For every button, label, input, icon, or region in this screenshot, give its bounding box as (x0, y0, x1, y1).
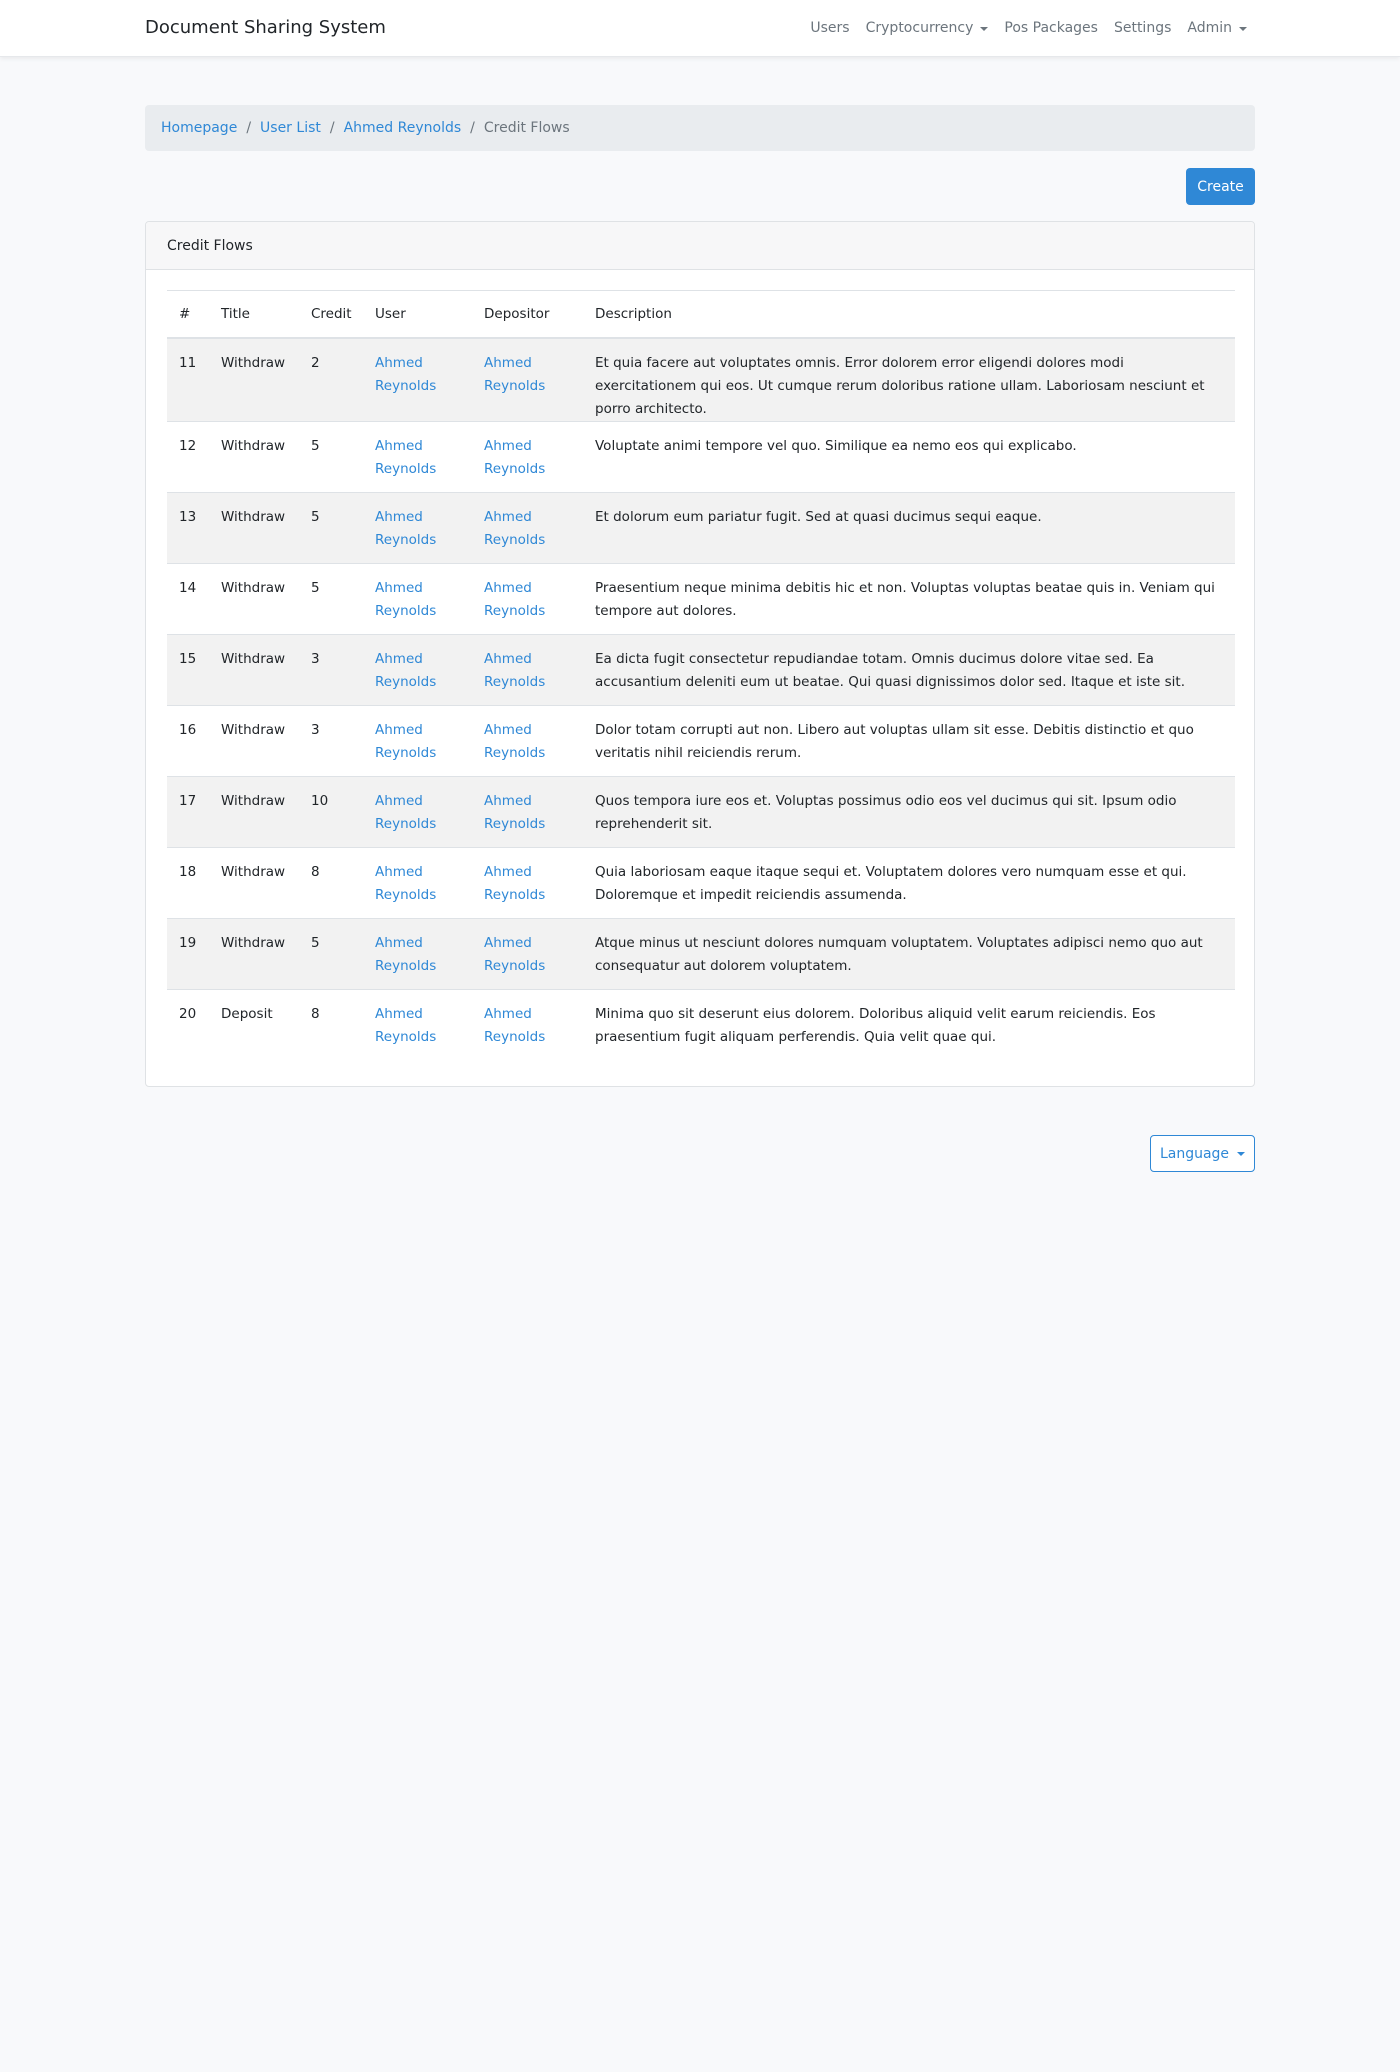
column-header-id[interactable]: # (167, 291, 209, 338)
cell-description-text: Quia laboriosam eaque itaque sequi et. Voluptatem dolores vero numquam esse et qui. Doloremque et impedit reiciendis assumenda. (595, 863, 1187, 903)
column-header-credit[interactable]: Credit (299, 291, 363, 338)
depositor-link[interactable]: Ahmed Reynolds (484, 437, 546, 477)
cell-title-text: Withdraw (221, 579, 286, 596)
cell-depositor (472, 563, 583, 634)
user-link[interactable]: Ahmed Reynolds (375, 579, 437, 619)
cell-id-text: 20 (179, 1005, 197, 1022)
cell-credit-text: 5 (311, 934, 320, 951)
cell-description-text: Atque minus ut nesciunt dolores numquam voluptatem. Voluptates adipisci nemo quo aut consequatur aut dolorem voluptatem. (595, 934, 1203, 974)
caret-down-icon (1239, 27, 1247, 31)
user-link[interactable]: Ahmed Reynolds (375, 863, 437, 903)
cell-title (209, 338, 299, 422)
cell-title-text: Withdraw (221, 721, 286, 738)
brand-link[interactable]: Document Sharing System (145, 17, 386, 38)
depositor-link[interactable]: Ahmed Reynolds (484, 1005, 546, 1045)
cell-description (583, 421, 1235, 492)
depositor-link[interactable]: Ahmed Reynolds (484, 934, 546, 974)
cell-depositor (472, 634, 583, 705)
nav-dropdown-admin[interactable] (1187, 20, 1247, 36)
cell-user (363, 918, 472, 989)
cell-user (363, 338, 472, 422)
cell-user (363, 563, 472, 634)
create-button[interactable]: Create (1186, 168, 1255, 205)
cell-id (167, 563, 209, 634)
cell-id (167, 847, 209, 918)
depositor-link[interactable]: Ahmed Reynolds (484, 354, 546, 394)
cell-credit (299, 492, 363, 563)
column-header-description[interactable]: Description (583, 291, 1235, 338)
table-row (167, 421, 1235, 492)
cell-title (209, 421, 299, 492)
cell-description-text: Praesentium neque minima debitis hic et non. Voluptas voluptas beatae quis in. Veniam qui tempore aut dolores. (595, 579, 1215, 619)
cell-credit (299, 847, 363, 918)
cell-credit (299, 776, 363, 847)
cell-user (363, 705, 472, 776)
cell-credit (299, 634, 363, 705)
cell-description (583, 847, 1235, 918)
credit-flows-table (167, 290, 1235, 1060)
cell-description (583, 634, 1235, 705)
cell-title (209, 634, 299, 705)
user-link[interactable]: Ahmed Reynolds (375, 354, 437, 394)
cell-description-text: Et quia facere aut voluptates omnis. Error dolorem error eligendi dolores modi exercitationem qui eos. Ut cumque rerum doloribus ratione ullam. Laboriosam nesciunt et porro architecto. (595, 354, 1205, 417)
table-row (167, 989, 1235, 1060)
cell-title-text: Withdraw (221, 437, 286, 454)
column-header-user[interactable]: User (363, 291, 472, 338)
column-header-depositor[interactable]: Depositor (472, 291, 583, 338)
cell-title-text: Withdraw (221, 792, 286, 809)
cell-credit-text: 3 (311, 721, 320, 738)
nav-link-pos-packages[interactable] (1004, 20, 1098, 36)
cell-id-text: 14 (179, 579, 197, 596)
cell-description (583, 563, 1235, 634)
user-link[interactable]: Ahmed Reynolds (375, 650, 437, 690)
depositor-link[interactable]: Ahmed Reynolds (484, 721, 546, 761)
cell-title (209, 847, 299, 918)
user-link[interactable]: Ahmed Reynolds (375, 792, 437, 832)
user-link[interactable]: Ahmed Reynolds (375, 721, 437, 761)
cell-title (209, 563, 299, 634)
nav-link-pos-packages-label: Pos Packages (1004, 20, 1098, 36)
card-header (146, 222, 1254, 270)
cell-credit-text: 10 (311, 792, 329, 809)
depositor-link[interactable]: Ahmed Reynolds (484, 863, 546, 903)
depositor-link[interactable]: Ahmed Reynolds (484, 650, 546, 690)
nav-link-settings-label: Settings (1113, 20, 1172, 36)
table-body (167, 338, 1235, 1061)
cell-depositor (472, 989, 583, 1060)
cell-credit-text: 5 (311, 437, 320, 454)
table-header-row (167, 291, 1235, 338)
nav-link-settings[interactable] (1114, 20, 1171, 36)
cell-user (363, 492, 472, 563)
cell-credit-text: 2 (311, 354, 320, 371)
cell-credit-text: 5 (311, 508, 320, 525)
cell-id (167, 634, 209, 705)
user-link[interactable]: Ahmed Reynolds (375, 1005, 437, 1045)
cell-id (167, 338, 209, 422)
table-row (167, 918, 1235, 989)
cell-title (209, 918, 299, 989)
cell-user (363, 776, 472, 847)
cell-description-text: Ea dicta fugit consectetur repudiandae totam. Omnis ducimus dolore vitae sed. Ea accusantium deleniti eum ut beatae. Qui quasi dignissimos dolor sed. Itaque et iste sit. (595, 650, 1186, 690)
cell-id-text: 18 (179, 863, 197, 880)
user-link[interactable]: Ahmed Reynolds (375, 437, 437, 477)
card-title: Credit Flows (167, 237, 253, 254)
caret-down-icon (1237, 1152, 1245, 1156)
cell-depositor (472, 338, 583, 422)
cell-id-text: 19 (179, 934, 197, 951)
cell-credit-text: 8 (311, 863, 320, 880)
cell-credit-text: 3 (311, 650, 320, 667)
cell-id-text: 15 (179, 650, 197, 667)
cell-credit (299, 918, 363, 989)
depositor-link[interactable]: Ahmed Reynolds (484, 579, 546, 619)
cell-description (583, 705, 1235, 776)
credit-flows-card (145, 221, 1255, 1087)
nav-dropdown-admin-label: Admin (1187, 20, 1232, 36)
cell-depositor (472, 492, 583, 563)
table-row (167, 776, 1235, 847)
breadcrumb (145, 105, 1255, 151)
table-row (167, 705, 1235, 776)
cell-credit (299, 563, 363, 634)
breadcrumb-separator: / (329, 120, 335, 136)
cell-depositor (472, 705, 583, 776)
cell-id (167, 918, 209, 989)
cell-description-text: Dolor totam corrupti aut non. Libero aut voluptas ullam sit esse. Debitis distinctio et quo veritatis nihil reiciendis rerum. (595, 721, 1194, 761)
cell-id-text: 16 (179, 721, 197, 738)
cell-user (363, 847, 472, 918)
column-header-title[interactable]: Title (209, 291, 299, 338)
cell-id (167, 421, 209, 492)
depositor-link[interactable]: Ahmed Reynolds (484, 792, 546, 832)
cell-credit (299, 705, 363, 776)
cell-credit (299, 989, 363, 1060)
table-row (167, 847, 1235, 918)
table-row (167, 338, 1235, 422)
cell-description-text: Minima quo sit deserunt eius dolorem. Doloribus aliquid velit earum reiciendis. Eos praesentium fugit aliquam perferendis. Quia velit quae qui. (595, 1005, 1156, 1045)
cell-user (363, 634, 472, 705)
nav-dropdown-cryptocurrency-label: Cryptocurrency (865, 20, 974, 36)
cell-id-text: 12 (179, 437, 197, 454)
navbar (0, 0, 1400, 57)
cell-description-text: Voluptate animi tempore vel quo. Similique ea nemo eos qui explicabo. (595, 437, 1077, 454)
cell-id (167, 989, 209, 1060)
cell-credit-text: 8 (311, 1005, 320, 1022)
cell-title-text: Withdraw (221, 934, 286, 951)
breadcrumb-current: Credit Flows (483, 120, 570, 136)
cell-id-text: 11 (179, 354, 197, 371)
cell-title (209, 705, 299, 776)
cell-title-text: Withdraw (221, 508, 286, 525)
cell-description (583, 338, 1235, 422)
cell-user (363, 421, 472, 492)
cell-id (167, 705, 209, 776)
language-label: Language (1159, 1145, 1230, 1162)
breadcrumb-homepage[interactable]: Homepage (161, 120, 238, 136)
cell-title-text: Deposit (221, 1005, 273, 1022)
nav-link-users[interactable] (810, 20, 849, 36)
cell-title-text: Withdraw (221, 650, 286, 667)
cell-title (209, 776, 299, 847)
table-row (167, 634, 1235, 705)
cell-description-text: Et dolorum eum pariatur fugit. Sed at quasi ducimus sequi eaque. (595, 508, 1042, 525)
cell-description (583, 776, 1235, 847)
language-dropdown-button[interactable] (1150, 1135, 1255, 1172)
cell-depositor (472, 776, 583, 847)
user-link[interactable]: Ahmed Reynolds (375, 508, 437, 548)
nav-link-users-label: Users (810, 20, 850, 36)
cell-id-text: 17 (179, 792, 197, 809)
cell-user (363, 989, 472, 1060)
breadcrumb-user-list[interactable]: User List (260, 120, 321, 136)
depositor-link[interactable]: Ahmed Reynolds (484, 508, 546, 548)
cell-title (209, 989, 299, 1060)
cell-depositor (472, 421, 583, 492)
cell-description (583, 989, 1235, 1060)
cell-description (583, 492, 1235, 563)
cell-description-text: Quos tempora iure eos et. Voluptas possimus odio eos vel ducimus qui sit. Ipsum odio reprehenderit sit. (595, 792, 1177, 832)
cell-title (209, 492, 299, 563)
cell-credit (299, 421, 363, 492)
nav-dropdown-cryptocurrency[interactable] (866, 20, 989, 36)
cell-description (583, 918, 1235, 989)
cell-credit (299, 338, 363, 422)
cell-id-text: 13 (179, 508, 197, 525)
cell-title-text: Withdraw (221, 354, 286, 371)
breadcrumb-user[interactable]: Ahmed Reynolds (343, 120, 462, 136)
table-row (167, 492, 1235, 563)
cell-depositor (472, 847, 583, 918)
breadcrumb-separator: / (470, 120, 475, 136)
user-link[interactable]: Ahmed Reynolds (375, 934, 437, 974)
cell-depositor (472, 918, 583, 989)
cell-id (167, 492, 209, 563)
cell-credit-text: 5 (311, 579, 320, 596)
caret-down-icon (980, 27, 988, 31)
cell-title-text: Withdraw (221, 863, 286, 880)
nav-links (810, 0, 1247, 56)
cell-id (167, 776, 209, 847)
breadcrumb-separator: / (246, 120, 252, 136)
table-row (167, 563, 1235, 634)
